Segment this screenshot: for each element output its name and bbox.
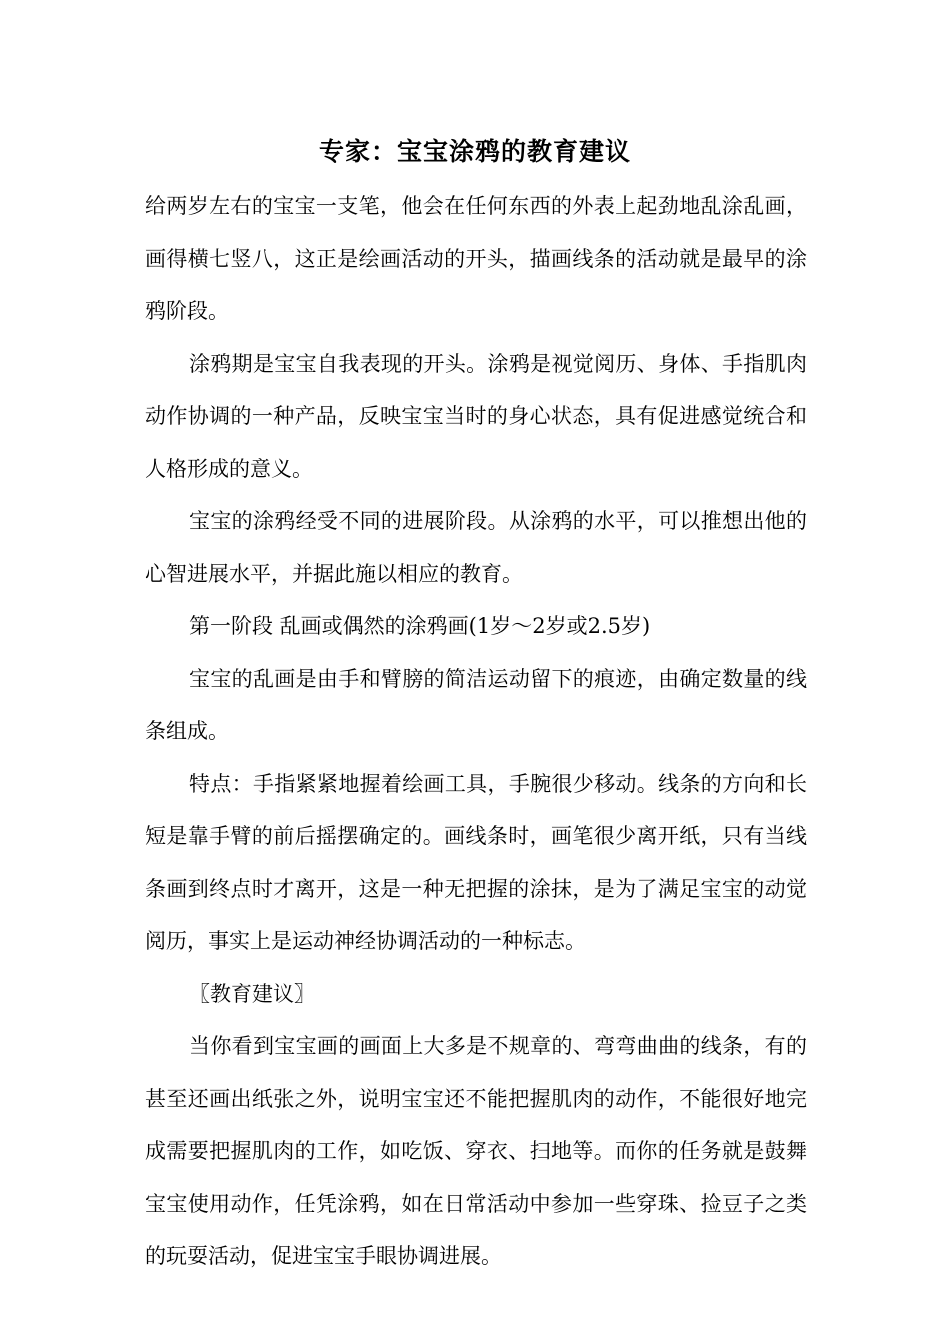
paragraph-stages: 宝宝的涂鸦经受不同的进展阶段。从涂鸦的水平，可以推想出他的心智进展水平，并据此施以相应的教育。 [145,509,807,586]
paragraph-education-advice: 当你看到宝宝画的画面上大多是不规章的、弯弯曲曲的线条，有的甚至还画出纸张之外，说明宝宝还不能把握肌肉的动作，不能很好地完成需要把握肌肉的工作，如吃饭、穿衣、扫地等。而你的任务就是鼓舞宝宝使用动作，任凭涂鸦，如在日常活动中参加一些穿珠、捡豆子之类的玩耍活动，促进宝宝手眼协调进展。 [145,1034,807,1268]
paragraph-stage-one-description: 宝宝的乱画是由手和臂膀的简洁运动留下的痕迹，由确定数量的线条组成。 [145,666,807,743]
paragraph-intro: 给两岁左右的宝宝一支笔，他会在任何东西的外表上起劲地乱涂乱画，画得横七竖八，这正是绘画活动的开头，描画线条的活动就是最早的涂鸦阶段。 [145,194,807,323]
paragraph-education-heading: 〖教育建议〗 [189,981,315,1006]
document-body [145,180,807,1283]
document-title: 专家：宝宝涂鸦的教育建议 [318,137,631,166]
paragraph-characteristics: 特点：手指紧紧地握着绘画工具，手腕很少移动。线条的方向和长短是靠手臂的前后摇摆确定的。画线条时，画笔很少离开纸，只有当线条画到终点时才离开，这是一种无把握的涂抹，是为了满足宝宝的动觉阅历，事实上是运动神经协调活动的一种标志。 [145,771,807,953]
paragraph-stage-one-heading: 第一阶段 乱画或偶然的涂鸦画(1岁～2岁或2.5岁) [189,614,651,638]
paragraph-scribble-period: 涂鸦期是宝宝自我表现的开头。涂鸦是视觉阅历、身体、手指肌肉动作协调的一种产品，反映宝宝当时的身心状态，具有促进感觉统合和人格形成的意义。 [145,351,807,481]
